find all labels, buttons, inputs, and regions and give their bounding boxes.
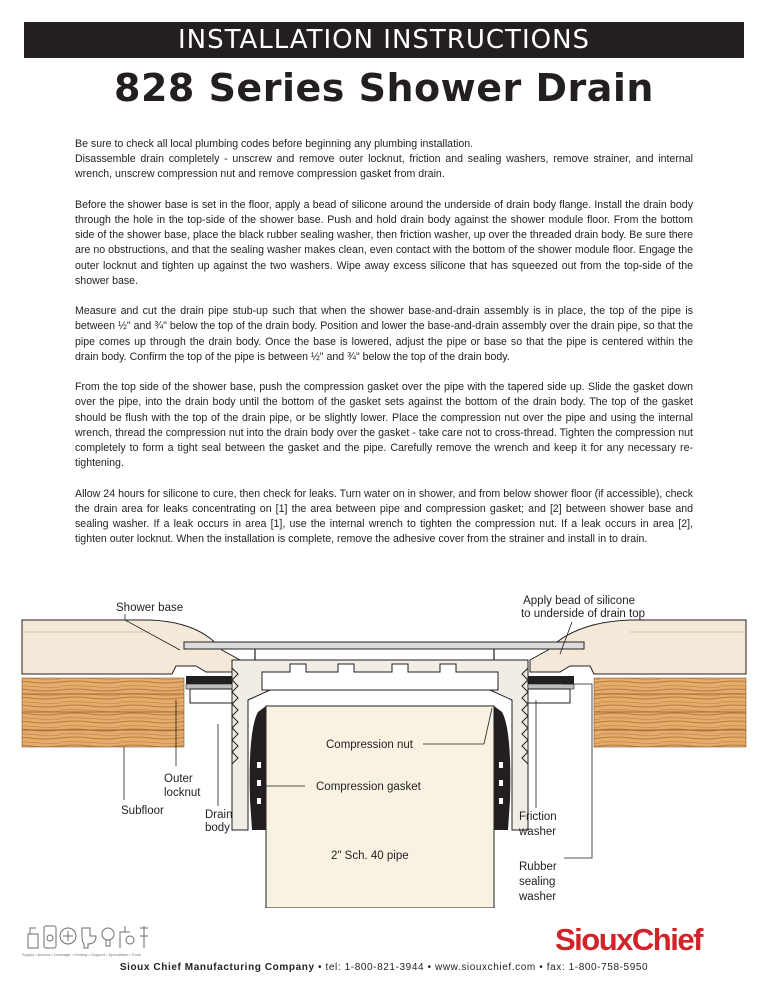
- label-rubber-washer-line1: Rubber: [519, 861, 557, 873]
- footer: [0, 962, 768, 973]
- friction-washer-left: [186, 684, 232, 689]
- paragraph-3: Measure and cut the drain pipe stub-up such that when the shower base-and-drain assembly is in place, the top of the pipe is between ½" and ¾" below the top of the drain body. Position and lower the base-and-drain assembly over the drain pipe, so that the pipe comes up through the drain body. Once the base is lowered, adjust the pipe or base so that the pipe is centered within the drain body. Confirm the top of the pipe is between ½" and ¾" below the top of the drain body.: [75, 305, 693, 363]
- subfloor-right: [594, 678, 746, 747]
- label-drain-body-line2: body: [205, 822, 230, 834]
- faucet-icon: [28, 928, 38, 948]
- toilet-icon: [82, 928, 96, 948]
- outer-locknut-left: [190, 689, 232, 703]
- rubber-sealing-washer-left: [186, 676, 232, 684]
- product-category-icons: [26, 922, 166, 950]
- subfloor-left: [22, 678, 184, 747]
- label-pipe: 2" Sch. 40 pipe: [331, 850, 409, 862]
- drain-grate-icon: [60, 928, 76, 944]
- icon-caption: Supply • Access • Drainage • Venting • Support • Specialties • Tools: [22, 952, 141, 957]
- drain-pipe: [266, 706, 494, 908]
- label-rubber-washer-line3: washer: [519, 891, 557, 903]
- bulb-icon: [102, 928, 114, 946]
- drain-cross-section-diagram: [0, 588, 768, 908]
- header-banner: INSTALLATION INSTRUCTIONS: [24, 22, 744, 58]
- tool-icon: [140, 926, 148, 948]
- footer-company: Sioux Chief Manufacturing Company: [119, 962, 315, 973]
- label-rubber-washer-line2: sealing: [519, 876, 556, 888]
- footer-contact: • tel: 1-800-821-3944 • www.siouxchief.com • fax: 1-800-758-5950: [314, 962, 649, 973]
- paragraph-4: From the top side of the shower base, push the compression gasket over the pipe with the tapered side up. Slide the gasket down over the pipe, into the drain body until the bottom of the gasket sets against the bottom of the drain body. The top of the gasket should be flush with the top of the drain pipe, or be slightly lower. Place the compression nut over the pipe and using the internal wrench, thread the compression nut into the drain body over the gasket - take care not to cross-thread. Tighten the compression nut completely to form a tight seal between the gasket and the pipe. Carefully remove the wrench and keep it for any necessary re-tightening.: [75, 381, 693, 470]
- strainer: [184, 642, 584, 649]
- label-compression-nut: Compression nut: [326, 739, 413, 751]
- outer-locknut-right: [528, 689, 570, 703]
- label-friction-washer-line2: washer: [519, 826, 557, 838]
- label-outer-locknut-line1: Outer: [164, 773, 193, 785]
- paragraph-1: Be sure to check all local plumbing codes before beginning any plumbing installation. Disassemble drain completely - unscrew and remove outer locknut, friction and sealing washers, remove strainer, and internal wrench, unscrew compression nut and remove compression gasket from drain.: [75, 138, 693, 181]
- rubber-sealing-washer-right: [528, 676, 574, 684]
- paragraph-2: Before the shower base is set in the floor, apply a bead of silicone around the underside of drain body flange. Install the drain body through the hole in the top-side of the shower base. Push and hold drain body against the shower module floor. From the bottom side of the shower base, place the black rubber sealing washer, then friction washer, up over the threaded drain body. Be sure there are no obstructions, and that the sealing washer makes clean, even contact with the bottom of the shower module floor. Engage the outer locknut and tighten up against the two washers. Wipe away excess silicone that has squeezed out from the top-side of the shower base.: [75, 198, 693, 287]
- paragraph-5: Allow 24 hours for silicone to cure, then check for leaks. Turn water on in shower, and from below shower floor (if accessible), check the drain area for leaks concentrating on [1] the area between pipe and compression gasket; and [2] between shower base and sealing washer. If a leak occurs in area [1], use the internal wrench to tighten the compression nut. If a leak occurs in area [2], tighten outer locknut. When the installation is complete, remove the adhesive cover from the strainer and install in to drain.: [75, 487, 693, 546]
- water-heater-icon: [44, 926, 56, 948]
- friction-washer-right: [528, 684, 574, 689]
- label-shower-base: Shower base: [116, 602, 184, 614]
- label-silicone-line2: to underside of drain top: [520, 608, 645, 620]
- label-outer-locknut-line2: locknut: [164, 787, 201, 799]
- label-drain-body-line1: Drain: [205, 809, 233, 821]
- instructions-body: [75, 137, 693, 563]
- page-title: 828 Series Shower Drain: [114, 66, 654, 110]
- label-subfloor: Subfloor: [121, 805, 164, 817]
- label-silicone-line1: Apply bead of silicone: [523, 595, 635, 607]
- valve-icon: [120, 926, 134, 948]
- label-friction-washer-line1: Friction: [519, 811, 557, 823]
- sioux-chief-logo: SiouxChief: [555, 922, 702, 957]
- label-compression-gasket: Compression gasket: [316, 781, 421, 793]
